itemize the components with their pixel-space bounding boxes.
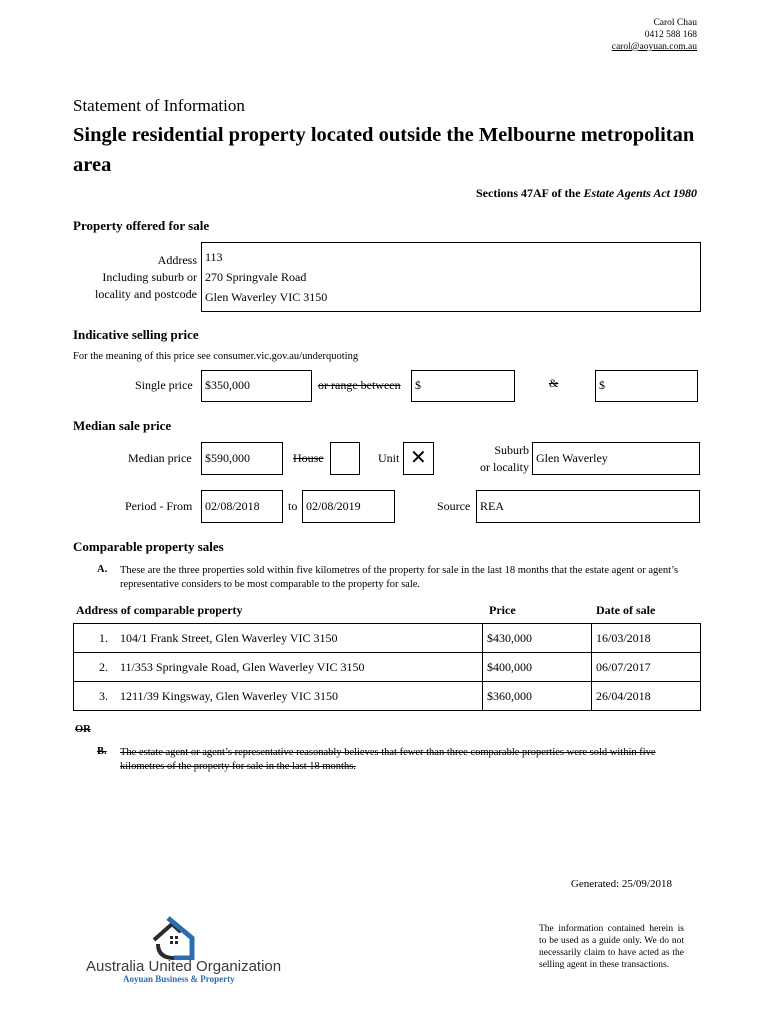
option-b-text: The estate agent or agent’s representative reasonably believes that fewer than three comparable properties were sold within five kilometres of the property for sale in the last 18 months. <box>120 747 656 772</box>
address-line: 270 Springvale Road <box>205 270 307 284</box>
option-a-marker: A. <box>97 564 108 575</box>
agent-phone: 0412 588 168 <box>644 30 697 40</box>
source-label: Source <box>437 499 471 513</box>
period-to-label: to <box>288 499 298 513</box>
row-address: 104/1 Frank Street, Glen Waverley VIC 3150 <box>120 630 338 645</box>
or-label: OR <box>75 724 91 735</box>
period-from-label: Period - From <box>125 499 193 513</box>
company-logo-icon <box>148 914 198 960</box>
company-name: Australia United Organization <box>86 958 282 975</box>
median-price-title: Median sale price <box>73 418 172 433</box>
table-row <box>74 624 701 653</box>
generated-date: Generated: 25/09/2018 <box>570 878 672 890</box>
address-cell[interactable] <box>74 653 483 682</box>
agent-contact <box>612 17 697 53</box>
col-header-date: Date of sale <box>596 603 656 617</box>
single-price-field[interactable]: $350,000 <box>201 370 312 402</box>
underquoting-note: For the meaning of this price see consumer.vic.gov.au/underquoting <box>73 351 359 362</box>
address-cell[interactable] <box>74 682 483 711</box>
agent-name: Carol Chau <box>653 18 697 28</box>
company-tagline: Aoyuan Business & Property <box>123 974 235 984</box>
price-cell[interactable]: $400,000 <box>483 653 592 682</box>
disclaimer-text: The information contained herein is to be used as a guide only. We do not necessarily claim to have acted as the selling agent in these transactions. <box>539 924 684 970</box>
date-cell[interactable]: 06/07/2017 <box>592 653 701 682</box>
row-address: 11/353 Springvale Road, Glen Waverley VIC 3150 <box>120 659 365 674</box>
option-b-marker: B. <box>97 746 107 757</box>
row-number: 3. <box>99 688 108 703</box>
address-label-line: Address <box>157 253 197 267</box>
period-from-field[interactable]: 02/08/2018 <box>201 490 283 523</box>
suburb-label <box>450 442 529 476</box>
agent-email-link[interactable]: carol@aoyuan.com.au <box>611 42 697 52</box>
col-header-price: Price <box>489 603 516 617</box>
address-line: Glen Waverley VIC 3150 <box>205 290 328 304</box>
col-header-address: Address of comparable property <box>76 603 243 617</box>
address-field[interactable] <box>201 242 701 312</box>
median-price-label: Median price <box>128 451 192 465</box>
sections-reference <box>476 186 697 201</box>
document-title: Statement of Information <box>73 96 245 115</box>
property-offered-title: Property offered for sale <box>73 218 210 233</box>
address-label-line: locality and postcode <box>95 287 197 301</box>
price-cell[interactable]: $430,000 <box>483 624 592 653</box>
date-cell[interactable]: 16/03/2018 <box>592 624 701 653</box>
range-between-label: or range between <box>318 378 401 392</box>
house-label: House <box>293 451 324 465</box>
sections-prefix: Sections 47AF of the <box>476 186 584 200</box>
comparable-sales-table <box>73 623 701 711</box>
range-ampersand: & <box>549 376 559 390</box>
document-heading: Single residential property located outside the Melbourne metropolitan area <box>73 124 695 176</box>
date-cell[interactable]: 26/04/2018 <box>592 682 701 711</box>
single-price-label: Single price <box>135 378 193 392</box>
suburb-field[interactable]: Glen Waverley <box>532 442 700 475</box>
median-price-field[interactable]: $590,000 <box>201 442 283 475</box>
table-row <box>74 682 701 711</box>
address-label-line: Including suburb or <box>102 270 197 284</box>
address-cell[interactable] <box>74 624 483 653</box>
row-address: 1211/39 Kingsway, Glen Waverley VIC 3150 <box>120 688 339 703</box>
suburb-label-line: or locality <box>480 460 529 474</box>
period-to-field[interactable]: 02/08/2019 <box>302 490 395 523</box>
unit-label: Unit <box>378 451 400 465</box>
house-checkbox[interactable] <box>330 442 360 475</box>
unit-checkbox[interactable]: ✕ <box>403 442 434 475</box>
address-line: 113 <box>205 250 223 264</box>
row-number: 2. <box>99 659 108 674</box>
option-a-text: These are the three properties sold within five kilometres of the property for sale in the last 18 months that the estate agent or agent’s representative considers to be most comparable to the property for sale. <box>120 565 679 590</box>
suburb-label-line: Suburb <box>494 443 529 457</box>
source-field[interactable]: REA <box>476 490 700 523</box>
comparable-sales-title: Comparable property sales <box>73 539 224 554</box>
table-row <box>74 653 701 682</box>
price-cell[interactable]: $360,000 <box>483 682 592 711</box>
range-to-field[interactable]: $ <box>595 370 698 402</box>
row-number: 1. <box>99 630 108 645</box>
address-label <box>73 252 197 303</box>
indicative-price-title: Indicative selling price <box>73 327 199 342</box>
act-name: Estate Agents Act 1980 <box>583 186 697 200</box>
range-from-field[interactable]: $ <box>411 370 515 402</box>
